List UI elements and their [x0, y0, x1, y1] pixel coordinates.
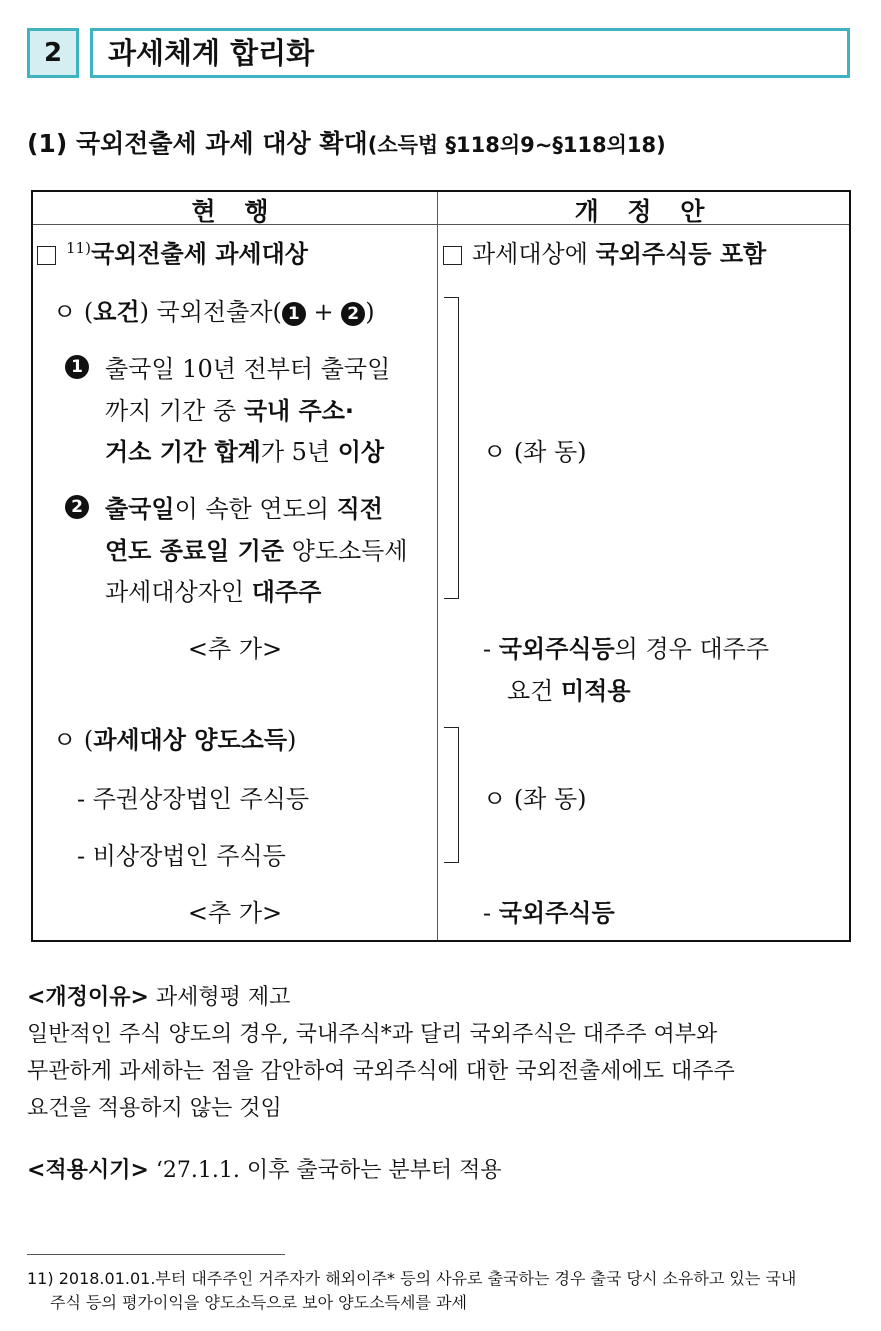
item2-bold: 대주주 — [251, 578, 322, 606]
item1-bold: 국내 주소· — [243, 397, 355, 425]
number-one-icon: 1 — [282, 302, 306, 326]
bracket — [444, 727, 459, 863]
item1-bold: 이상 — [337, 438, 385, 466]
proposed-header-text: 과세대상에 — [472, 240, 596, 268]
reason-line1: 일반적인 주식 양도의 경우, 국내주식*과 달리 국외주식은 대주주 여부와 — [27, 1022, 718, 1047]
item2-bold: 출국일 — [105, 495, 175, 523]
taxable-item-unlisted: - 비상장법인 주식등 — [77, 842, 286, 870]
reason-label: <개정이유> — [27, 985, 149, 1010]
note-dash: - — [483, 635, 499, 663]
same-as-current: ㅇ (좌 동) — [483, 438, 587, 466]
subtitle-main: (1) 국외전출세 과세 대상 확대 — [27, 129, 368, 158]
addition-label: <추 가> — [187, 899, 283, 927]
requirement-close: ) — [365, 298, 375, 326]
same-as-current: ㅇ (좌 동) — [483, 785, 587, 813]
section-title: 과세체계 합리화 — [108, 36, 315, 70]
proposed-note-line2 — [507, 671, 631, 706]
proposed-header-bold: 국외주식등 포함 — [595, 240, 767, 268]
requirement-prefix: ㅇ ( — [53, 298, 94, 326]
proposed-last-line — [483, 893, 615, 928]
footnote-divider — [27, 1254, 285, 1255]
checkbox-icon — [443, 246, 462, 265]
proposed-note-line1 — [483, 629, 769, 664]
note-text: 요건 — [507, 677, 561, 705]
subtitle-law-reference: (소득법 §118의9∼§118의18) — [367, 133, 666, 157]
column-header-current: 현 행 — [191, 197, 279, 226]
effective-text: ‘27.1.1. 이후 출국하는 분부터 적용 — [148, 1158, 502, 1183]
plus-sign: + — [305, 298, 342, 326]
taxable-item-listed: - 주권상장법인 주식등 — [77, 785, 310, 813]
column-header-proposed: 개 정 안 — [574, 197, 715, 226]
current-header — [37, 234, 308, 269]
item2-bold: 연도 종료일 기준 — [105, 537, 284, 565]
item1-line1: 출국일 10년 전부터 출국일 — [105, 355, 391, 383]
note-text: 의 경우 대주주 — [614, 635, 770, 663]
comparison-table — [31, 190, 851, 942]
note-bold: 국외주식등 — [498, 899, 615, 927]
note-bold: 미적용 — [561, 677, 631, 705]
requirement-label: 요건 — [93, 298, 140, 326]
footnote-text: 2018.01.01.부터 대주주인 거주자가 해외이주* 등의 사유로 출국하는 경우 출국 당시 소유하고 있는 국내 — [58, 1269, 797, 1288]
number-two-icon: 2 — [341, 302, 365, 326]
taxable-prefix: ㅇ ( — [53, 726, 94, 754]
footnote-line1 — [27, 1266, 796, 1289]
checkbox-icon — [37, 246, 56, 265]
number-two-icon: 2 — [65, 495, 89, 519]
item2-bold: 직전 — [336, 495, 383, 523]
proposed-header — [443, 234, 766, 269]
taxable-label: 과세대상 양도소득 — [93, 726, 288, 754]
item1-text: 가 5년 — [260, 438, 338, 466]
item1-bold: 거소 기간 합계 — [105, 438, 261, 466]
taxable-income-line — [53, 720, 296, 755]
item2-text: 과세대상자인 — [105, 578, 252, 606]
reason-heading — [27, 980, 290, 1011]
requirement-text: ) 국외전출자( — [139, 298, 282, 326]
effective-date — [27, 1153, 502, 1184]
note-dash: - — [483, 899, 499, 927]
footnote-mark: 11) — [27, 1269, 54, 1288]
footnote-line2: 주식 등의 평가이익을 양도소득으로 보아 양도소득세를 과세 — [50, 1293, 467, 1312]
item2-line3 — [105, 572, 321, 607]
current-header-text: 국외전출세 과세대상 — [90, 240, 308, 268]
item1-text: 까지 기간 중 — [105, 397, 244, 425]
item2-line1 — [105, 489, 383, 524]
section-number: 2 — [27, 28, 79, 78]
subtitle — [27, 124, 666, 160]
reason-line3: 요건을 적용하지 않는 것임 — [27, 1096, 282, 1121]
item2-line2 — [105, 531, 408, 566]
requirement-line — [53, 292, 375, 327]
footnote-reference: 11) — [66, 239, 91, 257]
effective-label: <적용시기> — [27, 1158, 149, 1183]
bracket — [444, 297, 459, 599]
item2-text: 이 속한 연도의 — [174, 495, 337, 523]
header-divider — [33, 224, 849, 225]
note-bold: 국외주식등 — [498, 635, 615, 663]
item2-text: 양도소득세 — [284, 537, 408, 565]
addition-label: <추 가> — [187, 635, 283, 663]
item1-line2 — [105, 391, 354, 426]
taxable-close: ) — [287, 726, 297, 754]
column-divider — [437, 192, 438, 940]
item1-line3 — [105, 432, 384, 467]
reason-summary: 과세형평 제고 — [148, 985, 291, 1010]
number-one-icon: 1 — [65, 355, 89, 379]
reason-line2: 무관하게 과세하는 점을 감안하여 국외주식에 대한 국외전출세에도 대주주 — [27, 1059, 735, 1084]
